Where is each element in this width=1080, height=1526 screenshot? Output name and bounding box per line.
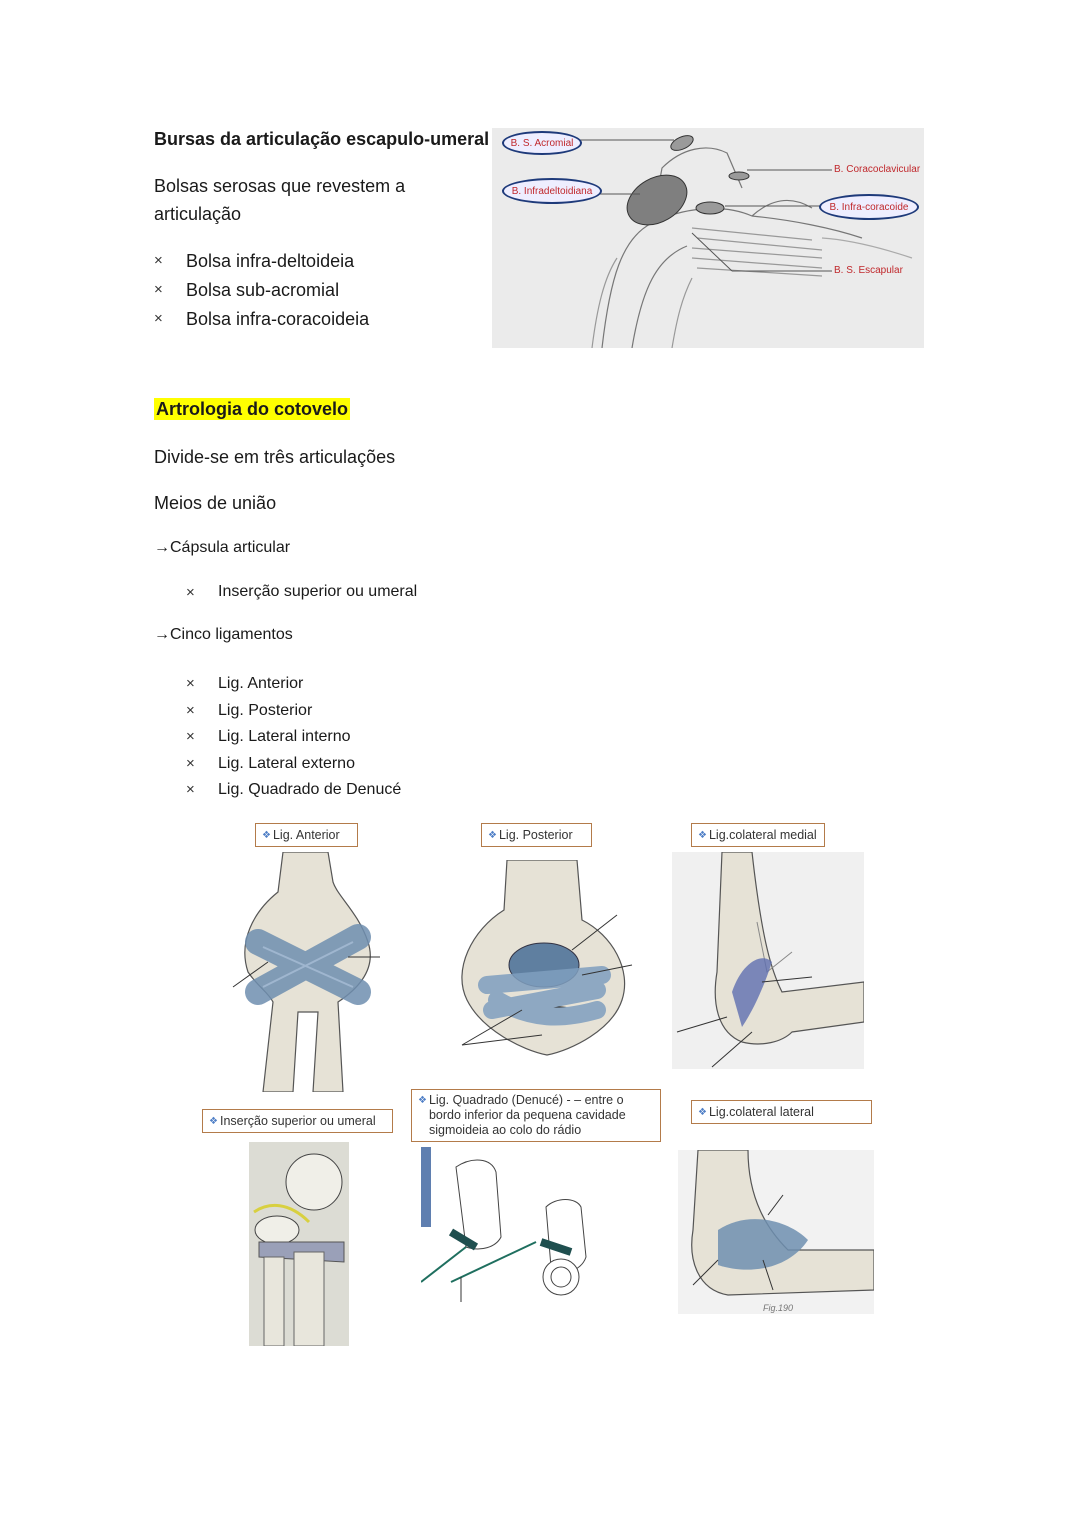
cross-bullet-icon: ×	[186, 754, 195, 772]
list-item: × Lig. Quadrado de Denucé	[186, 777, 401, 804]
bursas-list	[154, 247, 369, 333]
elbow-colateral-lateral-drawing	[678, 1150, 874, 1314]
cross-bullet-icon: ×	[186, 728, 195, 746]
list-item: × Lig. Posterior	[186, 698, 401, 725]
ligamentos-list	[186, 671, 401, 804]
caption-lig-colateral-medial: ❖ Lig.colateral medial	[691, 823, 825, 847]
cross-bullet-icon: ×	[154, 310, 163, 327]
cross-bullet-icon: ×	[186, 675, 195, 692]
cotovelo-line1: Divide-se em três articulações	[154, 447, 396, 467]
cross-bullet-icon: ×	[154, 281, 163, 298]
capsula-heading: →Cápsula articular	[154, 539, 291, 556]
list-item: × Bolsa infra-coracoideia	[154, 305, 369, 333]
diamond-bullet-icon: ❖	[698, 1106, 707, 1118]
caption-lig-colateral-lateral: ❖ Lig.colateral lateral	[691, 1100, 872, 1124]
shoulder-drawing	[492, 128, 924, 348]
elbow-colateral-medial-drawing	[672, 852, 864, 1069]
elbow-insercao-figure	[249, 1142, 349, 1346]
list-item: × Lig. Lateral externo	[186, 751, 401, 778]
list-item: × Bolsa sub-acromial	[154, 276, 369, 304]
list-item: × Lig. Anterior	[186, 671, 401, 698]
elbow-posterior-figure	[452, 860, 634, 1068]
cross-bullet-icon: ×	[186, 583, 195, 601]
diamond-bullet-icon: ❖	[209, 1115, 218, 1127]
list-item: × Lig. Lateral interno	[186, 724, 401, 751]
label-bs-escapular: B. S. Escapular	[834, 265, 903, 276]
cross-bullet-icon: ×	[186, 701, 195, 719]
caption-lig-quadrado: ❖ Lig. Quadrado (Denucé) - – entre o bordo inferior da pequena cavidade sigmoideia ao colo do rádio	[411, 1089, 661, 1142]
label-b-infra-coracoide: B. Infra-coracoide	[819, 194, 919, 220]
capsula-list	[186, 583, 417, 601]
list-item: × Bolsa infra-deltoideia	[154, 247, 369, 275]
shoulder-bursae-figure	[492, 128, 924, 348]
caption-lig-anterior: ❖ Lig. Anterior	[255, 823, 358, 847]
cross-bullet-icon: ×	[154, 252, 163, 269]
diamond-bullet-icon: ❖	[262, 829, 271, 841]
bursas-title: Bursas da articulação escapulo-umeral	[154, 129, 490, 149]
highlighted-title-text: Artrologia do cotovelo	[156, 399, 349, 419]
elbow-colateral-medial-figure	[672, 852, 864, 1069]
elbow-posterior-drawing	[452, 860, 634, 1068]
cotovelo-title	[154, 399, 350, 420]
elbow-colateral-lateral-figure	[678, 1150, 874, 1314]
diamond-bullet-icon: ❖	[698, 829, 707, 841]
elbow-quadrado-figure	[421, 1147, 626, 1306]
caption-lig-posterior: ❖ Lig. Posterior	[481, 823, 592, 847]
ligamentos-heading: →Cinco ligamentos	[154, 626, 293, 643]
diamond-bullet-icon: ❖	[418, 1095, 427, 1106]
bursas-intro: Bolsas serosas que revestem a articulação	[154, 176, 406, 224]
list-item: × Inserção superior ou umeral	[186, 583, 418, 601]
caption-insercao: ❖ Inserção superior ou umeral	[202, 1109, 393, 1133]
label-b-infradeltoidiana: B. Infradeltoidiana	[502, 178, 602, 204]
elbow-anterior-figure	[228, 852, 386, 1092]
fig-number-label: Fig.190	[763, 1303, 794, 1313]
elbow-insercao-drawing	[249, 1142, 349, 1346]
cotovelo-line2: Meios de união	[154, 493, 277, 513]
elbow-quadrado-drawing	[421, 1147, 626, 1306]
diamond-bullet-icon: ❖	[488, 829, 497, 841]
label-b-coracoclavicular: B. Coracoclavicular	[834, 164, 921, 175]
cross-bullet-icon: ×	[186, 781, 195, 799]
elbow-anterior-drawing	[228, 852, 386, 1092]
label-bs-acromial: B. S. Acromial	[502, 131, 582, 155]
